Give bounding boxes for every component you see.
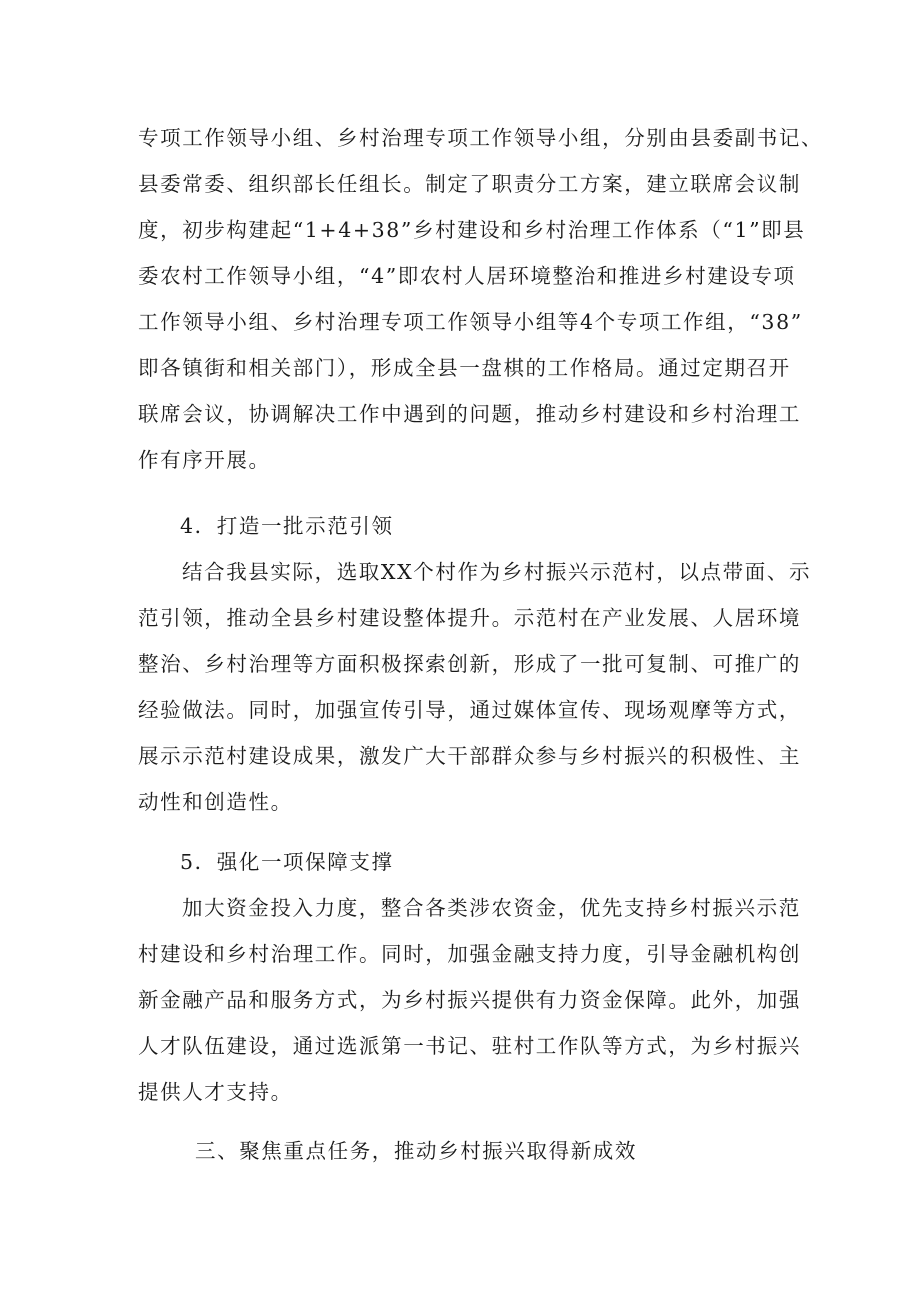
paragraph-line: 度，初步构建起“1+4+38”乡村建设和乡村治理工作体系（“1”即县	[138, 218, 806, 242]
paragraph-line: 作有序开展。	[138, 448, 271, 472]
paragraph-line: 加大资金投入力度，整合各类涉农资金，优先支持乡村振兴示范	[182, 896, 801, 920]
section-title-key-tasks: 三、聚焦重点任务，推动乡村振兴取得新成效	[195, 1139, 637, 1163]
paragraph-line: 村建设和乡村治理工作。同时，加强金融支持力度，引导金融机构创	[138, 942, 801, 966]
paragraph-line: 即各镇街和相关部门），形成全县一盘棋的工作格局。通过定期召开	[138, 356, 791, 380]
paragraph-line: 人才队伍建设，通过选派第一书记、驻村工作队等方式，为乡村振兴	[138, 1034, 801, 1058]
subheading-support: 5．强化一项保障支撑	[180, 850, 394, 874]
paragraph-line: 委农村工作领导小组，“4”即农村人居环境整治和推进乡村建设专项	[138, 264, 796, 288]
paragraph-line: 动性和创造性。	[138, 790, 293, 814]
paragraph-line: 经验做法。同时，加强宣传引导，通过媒体宣传、现场观摩等方式，	[138, 698, 801, 722]
paragraph-line: 展示示范村建设成果，激发广大干部群众参与乡村振兴的积极性、主	[138, 744, 801, 768]
paragraph-line: 提供人才支持。	[138, 1080, 293, 1104]
paragraph-line: 工作领导小组、乡村治理专项工作领导小组等4个专项工作组，“38”	[138, 310, 803, 334]
paragraph-line: 专项工作领导小组、乡村治理专项工作领导小组，分别由县委副书记、	[138, 126, 824, 150]
paragraph-line: 整治、乡村治理等方面积极探索创新，形成了一批可复制、可推广的	[138, 652, 801, 676]
paragraph-line: 联席会议，协调解决工作中遇到的问题，推动乡村建设和乡村治理工	[138, 402, 801, 426]
paragraph-line: 县委常委、组织部长任组长。制定了职责分工方案，建立联席会议制	[138, 172, 801, 196]
subheading-demonstration: 4．打造一批示范引领	[180, 514, 394, 538]
paragraph-line: 结合我县实际，选取XX个村作为乡村振兴示范村，以点带面、示	[182, 560, 812, 584]
paragraph-line: 新金融产品和服务方式，为乡村振兴提供有力资金保障。此外，加强	[138, 988, 801, 1012]
paragraph-line: 范引领，推动全县乡村建设整体提升。示范村在产业发展、人居环境	[138, 606, 801, 630]
